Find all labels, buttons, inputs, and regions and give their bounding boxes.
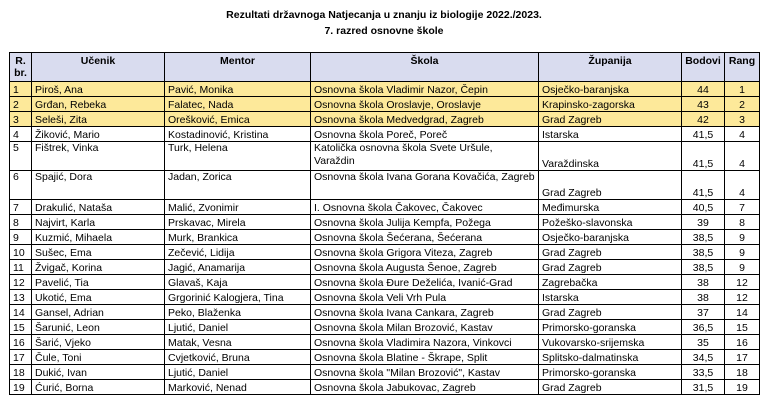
cell-rbr: 6 — [10, 171, 32, 200]
table-row — [10, 275, 760, 290]
cell-zupanija: Istarska — [539, 290, 682, 305]
cell-rang: 4 — [725, 127, 760, 142]
cell-ucenik: Dukić, Ivan — [32, 365, 165, 380]
cell-mentor: Marković, Nenad — [165, 380, 311, 395]
cell-zupanija: Splitsko-dalmatinska — [539, 350, 682, 365]
cell-rang: 3 — [725, 112, 760, 127]
cell-rbr: 3 — [10, 112, 32, 127]
cell-mentor: Cvjetković, Bruna — [165, 350, 311, 365]
table-row — [10, 171, 760, 200]
cell-rang: 4 — [725, 171, 760, 200]
col-header-mentor: Mentor — [165, 53, 311, 82]
table-row — [10, 365, 760, 380]
cell-mentor: Zečević, Lidija — [165, 245, 311, 260]
cell-ucenik: Spajić, Dora — [32, 171, 165, 200]
cell-ucenik: Ukotić, Ema — [32, 290, 165, 305]
cell-skola: Osnovna škola Vladimir Nazor, Čepin — [311, 82, 539, 97]
cell-rbr: 18 — [10, 365, 32, 380]
table-row — [10, 305, 760, 320]
cell-rang: 7 — [725, 200, 760, 215]
cell-skola: Osnovna škola Medvedgrad, Zagreb — [311, 112, 539, 127]
cell-rang: 4 — [725, 142, 760, 171]
table-row — [10, 97, 760, 112]
cell-mentor: Ljutić, Daniel — [165, 365, 311, 380]
document-title: Rezultati državnoga Natjecanja u znanju iz biologije 2022./2023. — [226, 9, 542, 21]
cell-skola: Katolička osnovna škola Svete Uršule, Varaždin — [311, 142, 539, 171]
cell-rbr: 10 — [10, 245, 32, 260]
table-row — [10, 215, 760, 230]
cell-bodovi: 41,5 — [682, 142, 725, 171]
cell-mentor: Grgorinić Kalogjera, Tina — [165, 290, 311, 305]
cell-zupanija: Grad Zagreb — [539, 260, 682, 275]
cell-bodovi: 41,5 — [682, 127, 725, 142]
cell-zupanija: Grad Zagreb — [539, 245, 682, 260]
cell-ucenik: Gansel, Adrian — [32, 305, 165, 320]
table-row — [10, 142, 760, 171]
cell-bodovi: 38,5 — [682, 260, 725, 275]
cell-bodovi: 40,5 — [682, 200, 725, 215]
cell-bodovi: 44 — [682, 82, 725, 97]
cell-bodovi: 41,5 — [682, 171, 725, 200]
cell-bodovi: 33,5 — [682, 365, 725, 380]
cell-skola: Osnovna škola Julija Kempfa, Požega — [311, 215, 539, 230]
cell-rang: 9 — [725, 230, 760, 245]
cell-ucenik: Žiković, Mario — [32, 127, 165, 142]
cell-rang: 12 — [725, 290, 760, 305]
cell-bodovi: 43 — [682, 97, 725, 112]
results-table — [9, 52, 760, 395]
cell-ucenik: Šarić, Vjeko — [32, 335, 165, 350]
table-row — [10, 380, 760, 395]
cell-rang: 16 — [725, 335, 760, 350]
cell-zupanija: Međimurska — [539, 200, 682, 215]
table-row — [10, 335, 760, 350]
table-row — [10, 245, 760, 260]
cell-skola: Osnovna škola Đure Deželića, Ivanić-Grad — [311, 275, 539, 290]
document-subtitle: 7. razred osnovne škole — [324, 25, 444, 37]
cell-rbr: 9 — [10, 230, 32, 245]
cell-skola: Osnovna škola Oroslavje, Oroslavje — [311, 97, 539, 112]
cell-skola: Osnovna škola Augusta Šenoe, Zagreb — [311, 260, 539, 275]
cell-zupanija: Grad Zagreb — [539, 171, 682, 200]
cell-ucenik: Sušec, Ema — [32, 245, 165, 260]
cell-bodovi: 34,5 — [682, 350, 725, 365]
cell-skola: Osnovna škola Grigora Viteza, Zagreb — [311, 245, 539, 260]
table-row — [10, 230, 760, 245]
cell-zupanija: Požeško-slavonska — [539, 215, 682, 230]
cell-mentor: Murk, Brankica — [165, 230, 311, 245]
cell-skola: Osnovna škola Veli Vrh Pula — [311, 290, 539, 305]
cell-rang: 2 — [725, 97, 760, 112]
cell-mentor: Peko, Blaženka — [165, 305, 311, 320]
cell-rbr: 7 — [10, 200, 32, 215]
table-row — [10, 320, 760, 335]
cell-rang: 8 — [725, 215, 760, 230]
col-header-rang: Rang — [725, 53, 760, 82]
cell-bodovi: 38 — [682, 275, 725, 290]
table-row — [10, 350, 760, 365]
cell-skola: Osnovna škola Poreč, Poreč — [311, 127, 539, 142]
cell-zupanija: Krapinsko-zagorska — [539, 97, 682, 112]
col-header-bodovi: Bodovi — [682, 53, 725, 82]
cell-rbr: 4 — [10, 127, 32, 142]
cell-ucenik: Šarunić, Leon — [32, 320, 165, 335]
cell-mentor: Orešković, Emica — [165, 112, 311, 127]
cell-rbr: 8 — [10, 215, 32, 230]
cell-rbr: 17 — [10, 350, 32, 365]
cell-rbr: 13 — [10, 290, 32, 305]
table-row — [10, 82, 760, 97]
cell-zupanija: Grad Zagreb — [539, 112, 682, 127]
col-header-skola: Škola — [311, 53, 539, 82]
table-row — [10, 260, 760, 275]
cell-zupanija: Osječko-baranjska — [539, 82, 682, 97]
cell-rang: 19 — [725, 380, 760, 395]
cell-rbr: 14 — [10, 305, 32, 320]
cell-zupanija: Primorsko-goranska — [539, 365, 682, 380]
cell-bodovi: 38,5 — [682, 245, 725, 260]
cell-bodovi: 36,5 — [682, 320, 725, 335]
col-header-rbr: R. br. — [10, 53, 32, 82]
cell-skola: Osnovna škola Jabukovac, Zagreb — [311, 380, 539, 395]
cell-mentor: Glavaš, Kaja — [165, 275, 311, 290]
cell-rang: 1 — [725, 82, 760, 97]
cell-bodovi: 38 — [682, 290, 725, 305]
cell-mentor: Prskavac, Mirela — [165, 215, 311, 230]
cell-ucenik: Kuzmić, Mihaela — [32, 230, 165, 245]
cell-mentor: Malić, Zvonimir — [165, 200, 311, 215]
cell-rbr: 19 — [10, 380, 32, 395]
cell-ucenik: Fištrek, Vinka — [32, 142, 165, 171]
cell-ucenik: Žvigač, Korina — [32, 260, 165, 275]
cell-rang: 9 — [725, 260, 760, 275]
cell-bodovi: 35 — [682, 335, 725, 350]
cell-rbr: 2 — [10, 97, 32, 112]
cell-rbr: 16 — [10, 335, 32, 350]
cell-bodovi: 38,5 — [682, 230, 725, 245]
cell-skola: Osnovna škola Blatine - Škrape, Split — [311, 350, 539, 365]
cell-rbr: 11 — [10, 260, 32, 275]
table-row — [10, 127, 760, 142]
cell-bodovi: 42 — [682, 112, 725, 127]
table-row — [10, 290, 760, 305]
table-row — [10, 200, 760, 215]
cell-rang: 17 — [725, 350, 760, 365]
cell-zupanija: Istarska — [539, 127, 682, 142]
cell-ucenik: Grđan, Rebeka — [32, 97, 165, 112]
col-header-zupanija: Županija — [539, 53, 682, 82]
cell-mentor: Jagić, Anamarija — [165, 260, 311, 275]
cell-zupanija: Primorsko-goranska — [539, 320, 682, 335]
cell-rbr: 12 — [10, 275, 32, 290]
cell-rang: 18 — [725, 365, 760, 380]
cell-skola: Osnovna škola Šećerana, Šećerana — [311, 230, 539, 245]
cell-bodovi: 39 — [682, 215, 725, 230]
cell-skola: Osnovna škola "Milan Brozović", Kastav — [311, 365, 539, 380]
cell-rang: 15 — [725, 320, 760, 335]
table-header-row — [10, 53, 760, 82]
cell-ucenik: Seleši, Zita — [32, 112, 165, 127]
cell-mentor: Turk, Helena — [165, 142, 311, 171]
cell-rbr: 1 — [10, 82, 32, 97]
cell-bodovi: 31,5 — [682, 380, 725, 395]
col-header-ucenik: Učenik — [32, 53, 165, 82]
cell-ucenik: Pavelić, Tia — [32, 275, 165, 290]
cell-rang: 12 — [725, 275, 760, 290]
table-row — [10, 112, 760, 127]
cell-skola: I. Osnovna škola Čakovec, Čakovec — [311, 200, 539, 215]
cell-mentor: Kostadinović, Kristina — [165, 127, 311, 142]
cell-rang: 14 — [725, 305, 760, 320]
cell-ucenik: Drakulić, Nataša — [32, 200, 165, 215]
cell-zupanija: Varaždinska — [539, 142, 682, 171]
cell-bodovi: 37 — [682, 305, 725, 320]
cell-skola: Osnovna škola Vladimira Nazora, Vinkovci — [311, 335, 539, 350]
cell-zupanija: Vukovarsko-srijemska — [539, 335, 682, 350]
cell-rbr: 15 — [10, 320, 32, 335]
cell-rang: 9 — [725, 245, 760, 260]
cell-mentor: Ljutić, Daniel — [165, 320, 311, 335]
cell-skola: Osnovna škola Milan Brozović, Kastav — [311, 320, 539, 335]
cell-mentor: Matak, Vesna — [165, 335, 311, 350]
cell-zupanija: Grad Zagreb — [539, 305, 682, 320]
cell-zupanija: Zagrebačka — [539, 275, 682, 290]
cell-skola: Osnovna škola Ivana Cankara, Zagreb — [311, 305, 539, 320]
cell-ucenik: Piroš, Ana — [32, 82, 165, 97]
cell-zupanija: Grad Zagreb — [539, 380, 682, 395]
cell-rbr: 5 — [10, 142, 32, 171]
cell-zupanija: Osječko-baranjska — [539, 230, 682, 245]
cell-mentor: Jadan, Zorica — [165, 171, 311, 200]
cell-ucenik: Ćurić, Borna — [32, 380, 165, 395]
cell-mentor: Falatec, Nada — [165, 97, 311, 112]
cell-ucenik: Najvirt, Karla — [32, 215, 165, 230]
table-body — [10, 82, 760, 395]
cell-ucenik: Čule, Toni — [32, 350, 165, 365]
cell-skola: Osnovna škola Ivana Gorana Kovačića, Zagreb — [311, 171, 539, 200]
cell-mentor: Pavić, Monika — [165, 82, 311, 97]
